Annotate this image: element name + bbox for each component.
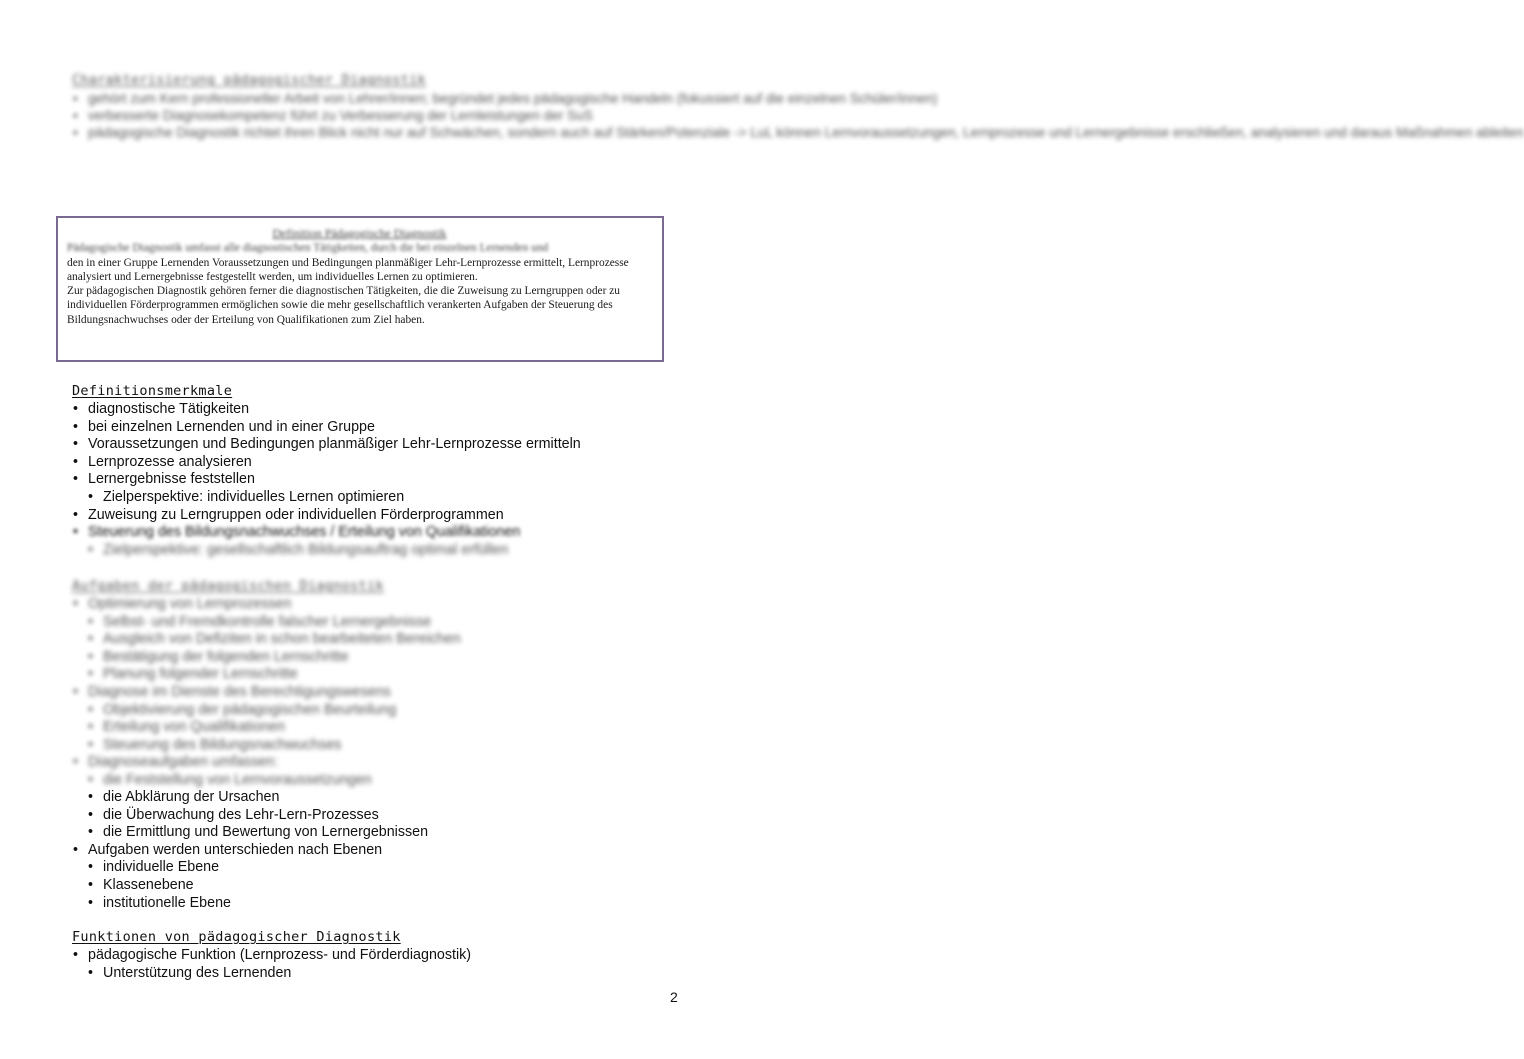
list-item: • Klassenebene [87, 877, 428, 895]
list-item: • Ausgleich von Defiziten in schon bearbeiteten Bereichen [87, 631, 461, 649]
list-funktionen [72, 947, 471, 982]
list-item: • Selbst- und Fremdkontrolle falscher Lernergebnisse [87, 614, 461, 632]
list-item: • Planung folgender Lernschritte [87, 666, 461, 684]
list-item: • institutionelle Ebene [87, 895, 428, 913]
list-item: • Diagnose im Dienste des Berechtigungswesens [72, 684, 461, 702]
definition-box [56, 216, 664, 362]
list-item: • die Feststellung von Lernvoraussetzungen [87, 772, 461, 790]
list-item: • Aufgaben werden unterschieden nach Ebenen [72, 842, 428, 860]
list-item: • pädagogische Funktion (Lernprozess- und Förderdiagnostik) [72, 947, 471, 965]
list-item: • Erteilung von Qualifikationen [87, 719, 461, 737]
heading-charakterisierung: Charakterisierung pädagogischer Diagnostik [72, 72, 426, 88]
list-item: • Zielperspektive: gesellschaftlich Bildungsauftrag optimal erfüllen [87, 542, 581, 560]
list-aufgaben-blurred [72, 596, 461, 790]
list-aufgaben-clear [72, 789, 428, 912]
list-item: • bei einzelnen Lernenden und in einer Gruppe [72, 419, 581, 437]
definition-title: Definition Pädagogische Diagnostik [272, 226, 447, 240]
list-item: • individuelle Ebene [87, 859, 428, 877]
heading-funktionen: Funktionen von pädagogischer Diagnostik [72, 929, 401, 945]
list-charakterisierung [72, 90, 1524, 141]
list-item: • Steuerung des Bildungsnachwuchses / Erteilung von Qualifikationen [72, 524, 581, 542]
list-item: • pädagogische Diagnostik richtet ihren Blick nicht nur auf Schwächen, sondern auch auf Stärken/Potenziale -> LuL können Lernvoraussetzungen, Lernprozesse und Lernergebnisse erschließen, analysieren und daraus Maßnahmen ableiten [72, 124, 682, 141]
list-item: • Lernergebnisse feststellen [72, 471, 581, 489]
list-item: • Unterstützung des Lernenden [87, 965, 471, 983]
page-number: 2 [670, 989, 678, 1005]
heading-definitionsmerkmale: Definitionsmerkmale [72, 383, 233, 399]
list-item: • Bestätigung der folgenden Lernschritte [87, 649, 461, 667]
definition-p1-rest: den in einer Gruppe Lernenden Voraussetzungen und Bedingungen planmäßiger Lehr-Lernprozesse ermittelt, Lernprozesse analysiert und Lernergebnisse festgestellt werden, um individuelles Lernen zu optimieren. [67, 256, 629, 283]
list-item: • die Ermittlung und Bewertung von Lernergebnissen [87, 824, 428, 842]
list-item: • die Abklärung der Ursachen [87, 789, 428, 807]
list-item: • Voraussetzungen und Bedingungen planmäßiger Lehr-Lernprozesse ermitteln [72, 436, 581, 454]
list-item: • Objektivierung der pädagogischen Beurteilung [87, 702, 461, 720]
list-item: • Steuerung des Bildungsnachwuchses [87, 737, 461, 755]
list-item: • Zuweisung zu Lerngruppen oder individuellen Förderprogrammen [72, 507, 581, 525]
list-item: • Zielperspektive: individuelles Lernen optimieren [87, 489, 581, 507]
definition-p2: Zur pädagogischen Diagnostik gehören ferner die diagnostischen Tätigkeiten, die die Zuweisung zu Lerngruppen oder zu individuellen Förderprogrammen ermöglichen sowie die mehr gesellschaftlich verankerten Aufgaben der Steuerung des Bildungsnachwuchses oder der Erteilung von Qualifikationen zum Ziel haben. [67, 285, 621, 326]
list-item: • Lernprozesse analysieren [72, 454, 581, 472]
list-item: • verbesserte Diagnosekompetenz führt zu Verbesserung der Lernleistungen der SuS [72, 107, 682, 124]
definition-p1-line1: Pädagogische Diagnostik umfasst alle diagnostischen Tätigkeiten, durch die bei einzelnen Lernenden und [67, 242, 549, 255]
list-item: • die Überwachung des Lehr-Lern-Prozesses [87, 807, 428, 825]
list-item: • diagnostische Tätigkeiten [72, 401, 581, 419]
list-definitionsmerkmale [72, 401, 581, 559]
list-item: • Diagnoseaufgaben umfassen: [72, 754, 461, 772]
heading-aufgaben: Aufgaben der pädagogischen Diagnostik [72, 578, 384, 594]
list-item: • gehört zum Kern professioneller Arbeit von Lehrer/innen; begründet jedes pädagogische Handeln (fokussiert auf die einzelnen Schüler/innen) [72, 90, 682, 107]
list-item: • Optimierung von Lernprozessen [72, 596, 461, 614]
